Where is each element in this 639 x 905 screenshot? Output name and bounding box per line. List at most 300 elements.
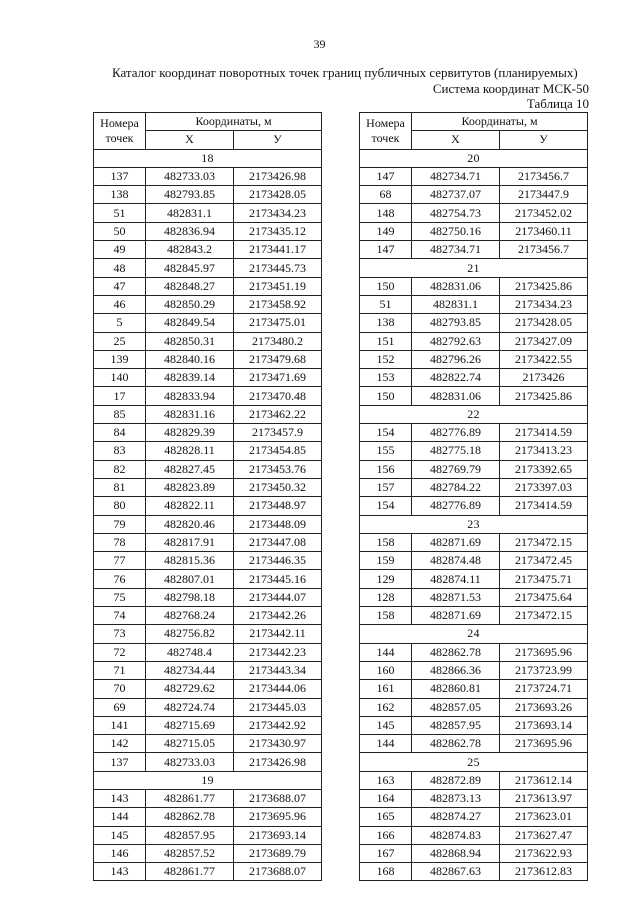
x-coordinate-cell: 482874.48 <box>412 552 500 570</box>
coordinates-table-right <box>359 112 588 881</box>
y-coordinate-cell: 2173470.48 <box>234 387 322 405</box>
x-coordinate-cell: 482798.18 <box>146 588 234 606</box>
y-coordinate-cell: 2173442.92 <box>234 716 322 734</box>
x-coordinate-cell: 482843.2 <box>146 241 234 259</box>
point-number-cell: 144 <box>94 808 146 826</box>
table-row <box>360 314 588 332</box>
table-row <box>94 552 322 570</box>
table-row <box>94 314 322 332</box>
x-coordinate-cell: 482874.27 <box>412 808 500 826</box>
point-number-cell: 159 <box>360 552 412 570</box>
x-coordinate-cell: 482850.29 <box>146 295 234 313</box>
header-num-line1: Номера <box>100 115 139 130</box>
header-coordinates: Координаты, м <box>146 113 322 131</box>
table-row <box>94 661 322 679</box>
table-row <box>360 789 588 807</box>
point-number-cell: 138 <box>94 186 146 204</box>
table-row <box>360 204 588 222</box>
group-header-row <box>360 149 588 167</box>
table-row <box>94 277 322 295</box>
point-number-cell: 158 <box>360 533 412 551</box>
y-coordinate-cell: 2173688.07 <box>234 789 322 807</box>
x-coordinate-cell: 482840.16 <box>146 350 234 368</box>
point-number-cell: 158 <box>360 607 412 625</box>
y-coordinate-cell: 2173425.86 <box>500 387 588 405</box>
x-coordinate-cell: 482831.1 <box>146 204 234 222</box>
x-coordinate-cell: 482724.74 <box>146 698 234 716</box>
table-row <box>94 442 322 460</box>
x-coordinate-cell: 482734.44 <box>146 661 234 679</box>
y-coordinate-cell: 2173458.92 <box>234 295 322 313</box>
y-coordinate-cell: 2173451.19 <box>234 277 322 295</box>
y-coordinate-cell: 2173445.16 <box>234 570 322 588</box>
table-row <box>360 643 588 661</box>
table-row <box>94 387 322 405</box>
y-coordinate-cell: 2173613.97 <box>500 789 588 807</box>
x-coordinate-cell: 482823.89 <box>146 478 234 496</box>
header-num-line2: точек <box>371 130 400 145</box>
point-number-cell: 50 <box>94 222 146 240</box>
table-row <box>94 369 322 387</box>
table-row <box>94 643 322 661</box>
y-coordinate-cell: 2173414.59 <box>500 424 588 442</box>
x-coordinate-cell: 482857.95 <box>412 716 500 734</box>
x-coordinate-cell: 482862.78 <box>412 735 500 753</box>
table-row <box>94 204 322 222</box>
table-row <box>360 533 588 551</box>
table-row <box>360 826 588 844</box>
y-coordinate-cell: 2173471.69 <box>234 369 322 387</box>
x-coordinate-cell: 482871.69 <box>412 533 500 551</box>
table-row <box>94 698 322 716</box>
x-coordinate-cell: 482768.24 <box>146 607 234 625</box>
table-body-left <box>94 149 322 881</box>
x-coordinate-cell: 482748.4 <box>146 643 234 661</box>
y-coordinate-cell: 2173444.06 <box>234 680 322 698</box>
table-row <box>360 277 588 295</box>
table-row <box>360 295 588 313</box>
x-coordinate-cell: 482871.53 <box>412 588 500 606</box>
y-coordinate-cell: 2173422.55 <box>500 350 588 368</box>
x-coordinate-cell: 482861.77 <box>146 789 234 807</box>
point-number-cell: 137 <box>94 167 146 185</box>
x-coordinate-cell: 482827.45 <box>146 460 234 478</box>
table-row <box>360 497 588 515</box>
y-coordinate-cell: 2173622.93 <box>500 844 588 862</box>
point-number-cell: 161 <box>360 680 412 698</box>
x-coordinate-cell: 482715.69 <box>146 716 234 734</box>
x-coordinate-cell: 482868.94 <box>412 844 500 862</box>
table-row <box>94 625 322 643</box>
point-number-cell: 5 <box>94 314 146 332</box>
y-coordinate-cell: 2173472.15 <box>500 533 588 551</box>
x-coordinate-cell: 482784.22 <box>412 478 500 496</box>
x-coordinate-cell: 482822.74 <box>412 369 500 387</box>
y-coordinate-cell: 2173695.96 <box>500 643 588 661</box>
point-number-cell: 145 <box>94 826 146 844</box>
table-row <box>94 863 322 881</box>
y-coordinate-cell: 2173457.9 <box>234 424 322 442</box>
point-number-cell: 77 <box>94 552 146 570</box>
point-number-cell: 157 <box>360 478 412 496</box>
point-number-cell: 147 <box>360 167 412 185</box>
x-coordinate-cell: 482860.81 <box>412 680 500 698</box>
y-coordinate-cell: 2173441.17 <box>234 241 322 259</box>
point-number-cell: 166 <box>360 826 412 844</box>
point-number-cell: 139 <box>94 350 146 368</box>
point-number-cell: 128 <box>360 588 412 606</box>
y-coordinate-cell: 2173472.15 <box>500 607 588 625</box>
y-coordinate-cell: 2173445.03 <box>234 698 322 716</box>
point-number-cell: 46 <box>94 295 146 313</box>
x-coordinate-cell: 482861.77 <box>146 863 234 881</box>
table-row <box>360 552 588 570</box>
table-row <box>360 716 588 734</box>
table-row <box>94 533 322 551</box>
x-coordinate-cell: 482836.94 <box>146 222 234 240</box>
y-coordinate-cell: 2173472.45 <box>500 552 588 570</box>
coordinate-system-label: Система координат МСК-50 <box>432 81 589 96</box>
table-row <box>94 515 322 533</box>
table-row <box>94 753 322 771</box>
x-coordinate-cell: 482822.11 <box>146 497 234 515</box>
point-number-cell: 145 <box>360 716 412 734</box>
x-coordinate-cell: 482831.06 <box>412 277 500 295</box>
y-coordinate-cell: 2173425.86 <box>500 277 588 295</box>
point-number-cell: 71 <box>94 661 146 679</box>
y-coordinate-cell: 2173442.11 <box>234 625 322 643</box>
y-coordinate-cell: 2173724.71 <box>500 680 588 698</box>
x-coordinate-cell: 482754.73 <box>412 204 500 222</box>
y-coordinate-cell: 2173427.09 <box>500 332 588 350</box>
table-row <box>94 332 322 350</box>
y-coordinate-cell: 2173392.65 <box>500 460 588 478</box>
group-number: 21 <box>360 259 588 277</box>
header-y: У <box>500 131 588 149</box>
y-coordinate-cell: 2173445.73 <box>234 259 322 277</box>
table-row <box>360 771 588 789</box>
x-coordinate-cell: 482750.16 <box>412 222 500 240</box>
point-number-cell: 146 <box>94 844 146 862</box>
table-row <box>360 680 588 698</box>
y-coordinate-cell: 2173444.07 <box>234 588 322 606</box>
group-header-row <box>94 771 322 789</box>
table-row <box>360 424 588 442</box>
x-coordinate-cell: 482849.54 <box>146 314 234 332</box>
table-row <box>360 241 588 259</box>
x-coordinate-cell: 482831.16 <box>146 405 234 423</box>
group-header-row <box>360 515 588 533</box>
x-coordinate-cell: 482817.91 <box>146 533 234 551</box>
x-coordinate-cell: 482807.01 <box>146 570 234 588</box>
table-row <box>94 186 322 204</box>
y-coordinate-cell: 2173443.34 <box>234 661 322 679</box>
table-row <box>360 588 588 606</box>
x-coordinate-cell: 482831.1 <box>412 295 500 313</box>
x-coordinate-cell: 482828.11 <box>146 442 234 460</box>
x-coordinate-cell: 482831.06 <box>412 387 500 405</box>
table-label: Таблица 10 <box>526 96 589 111</box>
table-row <box>94 808 322 826</box>
header-x: X <box>146 131 234 149</box>
header-point-numbers <box>360 113 412 150</box>
header-num-line2: точек <box>105 130 134 145</box>
y-coordinate-cell: 2173695.96 <box>234 808 322 826</box>
table-row <box>94 826 322 844</box>
x-coordinate-cell: 482769.79 <box>412 460 500 478</box>
point-number-cell: 142 <box>94 735 146 753</box>
point-number-cell: 25 <box>94 332 146 350</box>
y-coordinate-cell: 2173612.83 <box>500 863 588 881</box>
x-coordinate-cell: 482845.97 <box>146 259 234 277</box>
y-coordinate-cell: 2173434.23 <box>234 204 322 222</box>
y-coordinate-cell: 2173479.68 <box>234 350 322 368</box>
point-number-cell: 78 <box>94 533 146 551</box>
table-row <box>94 607 322 625</box>
x-coordinate-cell: 482872.89 <box>412 771 500 789</box>
y-coordinate-cell: 2173426.98 <box>234 167 322 185</box>
point-number-cell: 151 <box>360 332 412 350</box>
x-coordinate-cell: 482796.26 <box>412 350 500 368</box>
group-header-row <box>360 259 588 277</box>
x-coordinate-cell: 482792.63 <box>412 332 500 350</box>
x-coordinate-cell: 482820.46 <box>146 515 234 533</box>
y-coordinate-cell: 2173454.85 <box>234 442 322 460</box>
point-number-cell: 150 <box>360 387 412 405</box>
x-coordinate-cell: 482829.39 <box>146 424 234 442</box>
point-number-cell: 81 <box>94 478 146 496</box>
x-coordinate-cell: 482857.95 <box>146 826 234 844</box>
point-number-cell: 163 <box>360 771 412 789</box>
group-header-row <box>360 625 588 643</box>
group-number: 24 <box>360 625 588 643</box>
group-number: 19 <box>94 771 322 789</box>
point-number-cell: 154 <box>360 497 412 515</box>
y-coordinate-cell: 2173453.76 <box>234 460 322 478</box>
y-coordinate-cell: 2173475.01 <box>234 314 322 332</box>
group-number: 18 <box>94 149 322 167</box>
table-row <box>360 808 588 826</box>
point-number-cell: 79 <box>94 515 146 533</box>
y-coordinate-cell: 2173627.47 <box>500 826 588 844</box>
y-coordinate-cell: 2173428.05 <box>234 186 322 204</box>
y-coordinate-cell: 2173475.71 <box>500 570 588 588</box>
table-row <box>94 789 322 807</box>
x-coordinate-cell: 482793.85 <box>412 314 500 332</box>
x-coordinate-cell: 482862.78 <box>412 643 500 661</box>
x-coordinate-cell: 482848.27 <box>146 277 234 295</box>
y-coordinate-cell: 2173446.35 <box>234 552 322 570</box>
table-row <box>94 460 322 478</box>
point-number-cell: 68 <box>360 186 412 204</box>
point-number-cell: 138 <box>360 314 412 332</box>
x-coordinate-cell: 482793.85 <box>146 186 234 204</box>
point-number-cell: 140 <box>94 369 146 387</box>
coordinates-table-left <box>93 112 322 881</box>
header-point-numbers <box>94 113 146 150</box>
point-number-cell: 76 <box>94 570 146 588</box>
table-row <box>94 716 322 734</box>
x-coordinate-cell: 482776.89 <box>412 497 500 515</box>
x-coordinate-cell: 482756.82 <box>146 625 234 643</box>
y-coordinate-cell: 2173442.23 <box>234 643 322 661</box>
table-row <box>94 259 322 277</box>
y-coordinate-cell: 2173689.79 <box>234 844 322 862</box>
point-number-cell: 147 <box>360 241 412 259</box>
y-coordinate-cell: 2173693.26 <box>500 698 588 716</box>
x-coordinate-cell: 482839.14 <box>146 369 234 387</box>
table-row <box>360 607 588 625</box>
y-coordinate-cell: 2173447.9 <box>500 186 588 204</box>
point-number-cell: 162 <box>360 698 412 716</box>
point-number-cell: 165 <box>360 808 412 826</box>
y-coordinate-cell: 2173693.14 <box>234 826 322 844</box>
point-number-cell: 168 <box>360 863 412 881</box>
table-row <box>94 680 322 698</box>
table-row <box>94 478 322 496</box>
point-number-cell: 154 <box>360 424 412 442</box>
table-row <box>360 186 588 204</box>
x-coordinate-cell: 482862.78 <box>146 808 234 826</box>
group-number: 22 <box>360 405 588 423</box>
x-coordinate-cell: 482874.83 <box>412 826 500 844</box>
point-number-cell: 167 <box>360 844 412 862</box>
y-coordinate-cell: 2173693.14 <box>500 716 588 734</box>
x-coordinate-cell: 482715.05 <box>146 735 234 753</box>
group-header-row <box>360 405 588 423</box>
x-coordinate-cell: 482873.13 <box>412 789 500 807</box>
y-coordinate-cell: 2173480.2 <box>234 332 322 350</box>
table-row <box>94 588 322 606</box>
point-number-cell: 137 <box>94 753 146 771</box>
y-coordinate-cell: 2173426 <box>500 369 588 387</box>
point-number-cell: 129 <box>360 570 412 588</box>
x-coordinate-cell: 482734.71 <box>412 167 500 185</box>
table-row <box>94 735 322 753</box>
x-coordinate-cell: 482733.03 <box>146 753 234 771</box>
table-row <box>360 167 588 185</box>
y-coordinate-cell: 2173448.09 <box>234 515 322 533</box>
x-coordinate-cell: 482815.36 <box>146 552 234 570</box>
table-row <box>360 735 588 753</box>
table-row <box>360 332 588 350</box>
table-row <box>94 424 322 442</box>
table-row <box>94 241 322 259</box>
y-coordinate-cell: 2173448.97 <box>234 497 322 515</box>
point-number-cell: 156 <box>360 460 412 478</box>
y-coordinate-cell: 2173428.05 <box>500 314 588 332</box>
y-coordinate-cell: 2173452.02 <box>500 204 588 222</box>
y-coordinate-cell: 2173414.59 <box>500 497 588 515</box>
page-number: 39 <box>313 37 326 51</box>
point-number-cell: 74 <box>94 607 146 625</box>
y-coordinate-cell: 2173462.22 <box>234 405 322 423</box>
y-coordinate-cell: 2173435.12 <box>234 222 322 240</box>
x-coordinate-cell: 482733.03 <box>146 167 234 185</box>
point-number-cell: 160 <box>360 661 412 679</box>
table-row <box>94 167 322 185</box>
x-coordinate-cell: 482775.18 <box>412 442 500 460</box>
y-coordinate-cell: 2173688.07 <box>234 863 322 881</box>
y-coordinate-cell: 2173623.01 <box>500 808 588 826</box>
point-number-cell: 70 <box>94 680 146 698</box>
y-coordinate-cell: 2173456.7 <box>500 167 588 185</box>
group-number: 20 <box>360 149 588 167</box>
point-number-cell: 150 <box>360 277 412 295</box>
table-row <box>94 497 322 515</box>
x-coordinate-cell: 482874.11 <box>412 570 500 588</box>
point-number-cell: 144 <box>360 735 412 753</box>
point-number-cell: 80 <box>94 497 146 515</box>
table-row <box>360 387 588 405</box>
point-number-cell: 73 <box>94 625 146 643</box>
table-row <box>360 350 588 368</box>
point-number-cell: 48 <box>94 259 146 277</box>
y-coordinate-cell: 2173442.26 <box>234 607 322 625</box>
table-row <box>360 570 588 588</box>
point-number-cell: 155 <box>360 442 412 460</box>
header-coordinates: Координаты, м <box>412 113 588 131</box>
table-row <box>94 350 322 368</box>
point-number-cell: 148 <box>360 204 412 222</box>
document-title: Каталог координат поворотных точек границ публичных сервитутов (планируемых) <box>112 65 578 80</box>
x-coordinate-cell: 482871.69 <box>412 607 500 625</box>
point-number-cell: 149 <box>360 222 412 240</box>
table-row <box>360 460 588 478</box>
y-coordinate-cell: 2173460.11 <box>500 222 588 240</box>
x-coordinate-cell: 482833.94 <box>146 387 234 405</box>
table-row <box>360 661 588 679</box>
y-coordinate-cell: 2173413.23 <box>500 442 588 460</box>
point-number-cell: 85 <box>94 405 146 423</box>
header-y: У <box>234 131 322 149</box>
table-row <box>360 442 588 460</box>
point-number-cell: 72 <box>94 643 146 661</box>
table-row <box>360 863 588 881</box>
y-coordinate-cell: 2173723.99 <box>500 661 588 679</box>
point-number-cell: 152 <box>360 350 412 368</box>
group-number: 25 <box>360 753 588 771</box>
group-header-row <box>360 753 588 771</box>
y-coordinate-cell: 2173426.98 <box>234 753 322 771</box>
y-coordinate-cell: 2173612.14 <box>500 771 588 789</box>
x-coordinate-cell: 482776.89 <box>412 424 500 442</box>
x-coordinate-cell: 482866.36 <box>412 661 500 679</box>
x-coordinate-cell: 482857.52 <box>146 844 234 862</box>
point-number-cell: 17 <box>94 387 146 405</box>
table-row <box>360 369 588 387</box>
y-coordinate-cell: 2173434.23 <box>500 295 588 313</box>
y-coordinate-cell: 2173695.96 <box>500 735 588 753</box>
y-coordinate-cell: 2173397.03 <box>500 478 588 496</box>
table-row <box>94 405 322 423</box>
table-row <box>94 844 322 862</box>
point-number-cell: 144 <box>360 643 412 661</box>
table-row <box>94 570 322 588</box>
table-body-right <box>360 149 588 881</box>
point-number-cell: 69 <box>94 698 146 716</box>
y-coordinate-cell: 2173456.7 <box>500 241 588 259</box>
table-row <box>360 222 588 240</box>
point-number-cell: 153 <box>360 369 412 387</box>
point-number-cell: 51 <box>360 295 412 313</box>
x-coordinate-cell: 482850.31 <box>146 332 234 350</box>
point-number-cell: 141 <box>94 716 146 734</box>
group-header-row <box>94 149 322 167</box>
table-row <box>360 478 588 496</box>
table-row <box>94 295 322 313</box>
point-number-cell: 75 <box>94 588 146 606</box>
